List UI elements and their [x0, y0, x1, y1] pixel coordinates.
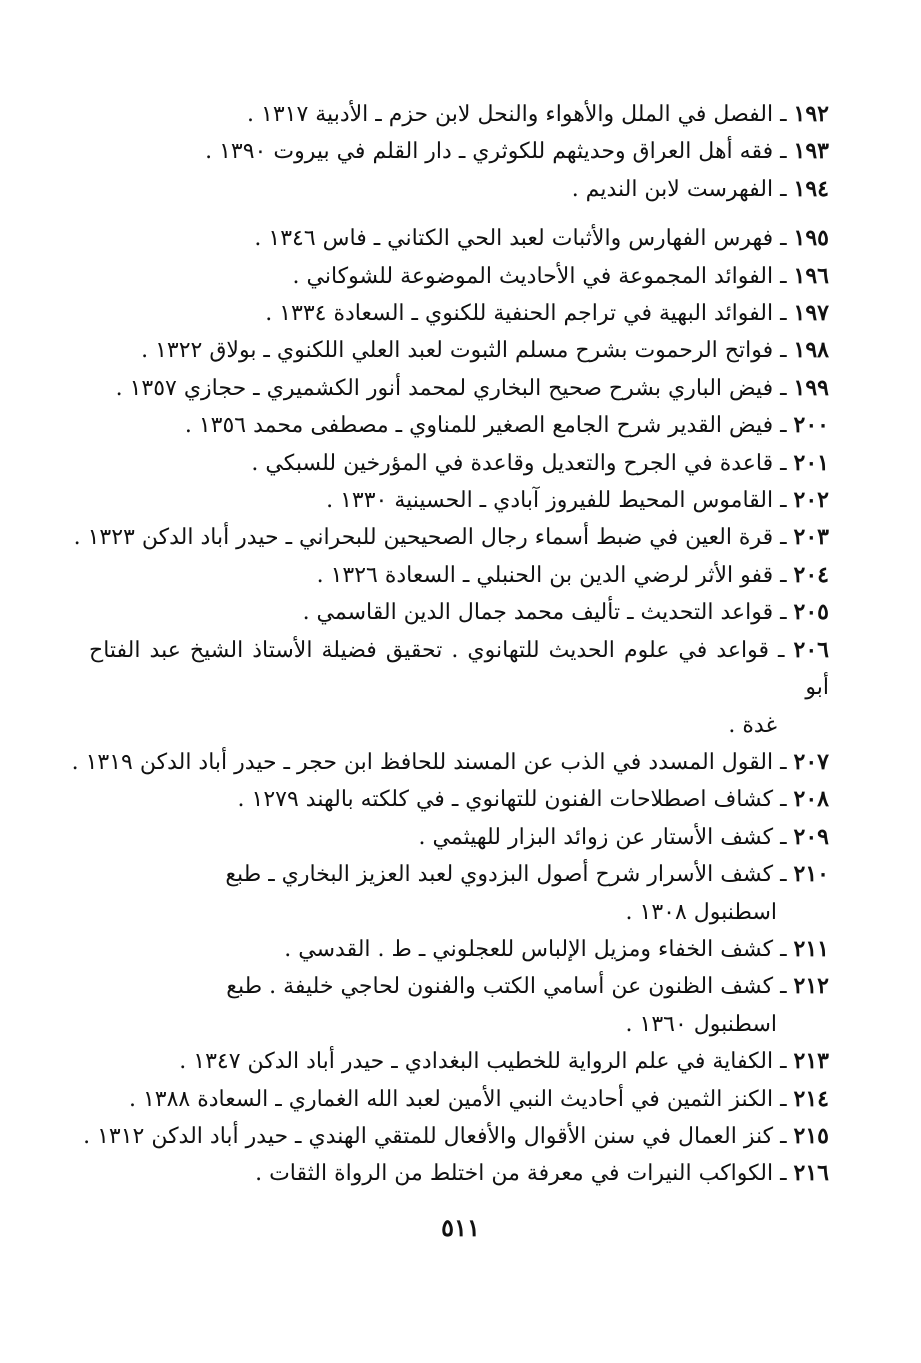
bibliography-entry — [89, 171, 829, 208]
entry-number: ١٩٥ — [793, 225, 829, 252]
bibliography-entry — [89, 295, 829, 332]
entry-number: ١٩٩ — [793, 374, 829, 401]
entry-text: ـ الكواكب النيرات في معرفة من اختلط من الرواة الثقات . — [255, 1161, 794, 1187]
entry-text: ـ فهرس الفهارس والأثبات لعبد الحي الكتاني ـ فاس ١٣٤٦ . — [254, 226, 794, 252]
entry-number: ٢٠١ — [793, 449, 829, 476]
entry-text: ـ كشاف اصطلاحات الفنون للتهانوي ـ في كلكته بالهند ١٢٧٩ . — [237, 787, 794, 813]
entry-text: ـ فقه أهل العراق وحديثهم للكوثري ـ دار القلم في بيروت ١٣٩٠ . — [205, 139, 794, 165]
bibliography-entry — [73, 519, 829, 556]
entry-text: ـ الكنز الثمين في أحاديث النبي الأمين لعبد الله الغماري ـ السعادة ١٣٨٨ . — [128, 1086, 794, 1112]
bibliography-entry — [89, 968, 829, 1043]
bibliography-entry — [89, 220, 829, 257]
entry-text: ـ الفوائد البهية في تراجم الحنفية للكنوي ـ السعادة ١٣٣٤ . — [265, 301, 794, 327]
entry-number: ١٩٦ — [793, 262, 829, 289]
entry-number: ٢١٢ — [793, 973, 829, 1000]
entry-text: ـ القول المسدد في الذب عن المسند للحافظ ابن حجر ـ حيدر أباد الدكن ١٣١٩ . — [71, 749, 794, 775]
bibliography-entry — [89, 594, 829, 631]
entry-text: ـ كشف الأسرار شرح أصول البزدوي لعبد العزيز البخاري ـ طبع — [225, 862, 794, 888]
entry-number: ٢١١ — [793, 935, 829, 962]
entry-text: ـ فواتح الرحموت بشرح مسلم الثبوت لعبد العلي اللكنوي ـ بولاق ١٣٢٢ . — [141, 338, 794, 364]
entry-text: ـ فيض الباري بشرح صحيح البخاري لمحمد أنور الكشميري ـ حجازي ١٣٥٧ . — [115, 375, 794, 401]
bibliography-entry — [89, 632, 829, 744]
entry-text: ـ الفصل في الملل والأهواء والنحل لابن حزم ـ الأدبية ١٣١٧ . — [247, 102, 794, 127]
entry-number: ٢١٠ — [793, 861, 829, 888]
entry-number: ١٩٧ — [793, 300, 829, 327]
entry-number: ٢٠٢ — [793, 487, 829, 514]
bibliography-list — [71, 96, 829, 1193]
entry-continuation: اسطنبول ١٣٦٠ . — [625, 1011, 777, 1037]
entry-text: ـ قرة العين في ضبط أسماء رجال الصحيحين للبحراني ـ حيدر أباد الدكن ١٣٢٣ . — [73, 525, 794, 551]
entry-continuation: غدة . — [728, 712, 777, 738]
entry-text: ـ كشف الأستار عن زوائد البزار للهيثمي . — [418, 824, 794, 850]
bibliography-entry — [89, 819, 829, 856]
bibliography-entry — [89, 856, 829, 931]
entry-number: ٢٠٤ — [793, 561, 829, 588]
entry-text: ـ كشف الظنون عن أسامي الكتب والفنون لحاجي خليفة . طبع — [226, 974, 794, 1000]
bibliography-entry — [89, 445, 829, 482]
bibliography-entry — [89, 557, 829, 594]
entry-text: ـ قاعدة في الجرح والتعديل وقاعدة في المؤرخين للسبكي . — [251, 450, 794, 476]
entry-text: ـ الكفاية في علم الرواية للخطيب البغدادي ـ حيدر أباد الدكن ١٣٤٧ . — [179, 1049, 794, 1075]
page-number: ٥١١ — [441, 1213, 480, 1242]
entry-number: ٢٠٠ — [793, 412, 829, 439]
entry-number: ٢٠٩ — [793, 823, 829, 850]
entry-text: ـ قواعد في علوم الحديث للتهانوي . تحقيق فضيلة الأستاذ الشيخ عبد الفتاح أبو — [89, 637, 829, 701]
entry-number: ٢٠٥ — [793, 599, 829, 626]
bibliography-entry — [89, 482, 829, 519]
entry-text: ـ الفوائد المجموعة في الأحاديث الموضوعة للشوكاني . — [292, 263, 794, 289]
bibliography-entry — [89, 332, 829, 369]
entry-number: ٢١٤ — [793, 1085, 829, 1112]
entry-number: ٢١٣ — [793, 1048, 829, 1075]
bibliography-entry — [71, 744, 829, 781]
bibliography-entry — [89, 407, 829, 444]
bibliography-entry — [89, 133, 829, 170]
bibliography-entry — [83, 1118, 829, 1155]
entry-number: ١٩٤ — [793, 175, 829, 202]
entry-number: ١٩٢ — [793, 101, 829, 127]
entry-number: ٢٠٣ — [793, 524, 829, 551]
entry-number: ٢٠٧ — [793, 748, 829, 775]
bibliography-entry — [89, 96, 829, 133]
entry-number: ١٩٨ — [793, 337, 829, 364]
entry-text: ـ قواعد التحديث ـ تأليف محمد جمال الدين القاسمي . — [302, 600, 794, 626]
entry-text: ـ القاموس المحيط للفيروز آبادي ـ الحسينية ١٣٣٠ . — [326, 488, 794, 514]
entry-number: ١٩٣ — [793, 138, 829, 165]
entry-text: ـ كشف الخفاء ومزيل الإلباس للعجلوني ـ ط . القدسي . — [284, 936, 794, 962]
entry-text: ـ فيض القدير شرح الجامع الصغير للمناوي ـ مصطفى محمد ١٣٥٦ . — [184, 413, 794, 439]
bibliography-entry — [89, 258, 829, 295]
bibliography-entry — [89, 1155, 829, 1192]
bibliography-entry — [89, 931, 829, 968]
entry-number: ٢٠٨ — [793, 786, 829, 813]
entry-number: ٢٠٦ — [793, 636, 829, 663]
bibliography-entry — [89, 1081, 829, 1118]
entry-number: ٢١٦ — [793, 1160, 829, 1187]
entry-number: ٢١٥ — [793, 1122, 829, 1149]
bibliography-entry — [89, 781, 829, 818]
bibliography-entry — [89, 370, 829, 407]
entry-continuation: اسطنبول ١٣٠٨ . — [625, 899, 777, 925]
entry-text: ـ كنز العمال في سنن الأقوال والأفعال للمتقي الهندي ـ حيدر أباد الدكن ١٣١٢ . — [83, 1123, 794, 1149]
bibliography-entry — [89, 1043, 829, 1080]
entry-text: ـ الفهرست لابن النديم . — [571, 176, 794, 202]
entry-text: ـ قفو الأثر لرضي الدين بن الحنبلي ـ السعادة ١٣٢٦ . — [316, 562, 794, 588]
